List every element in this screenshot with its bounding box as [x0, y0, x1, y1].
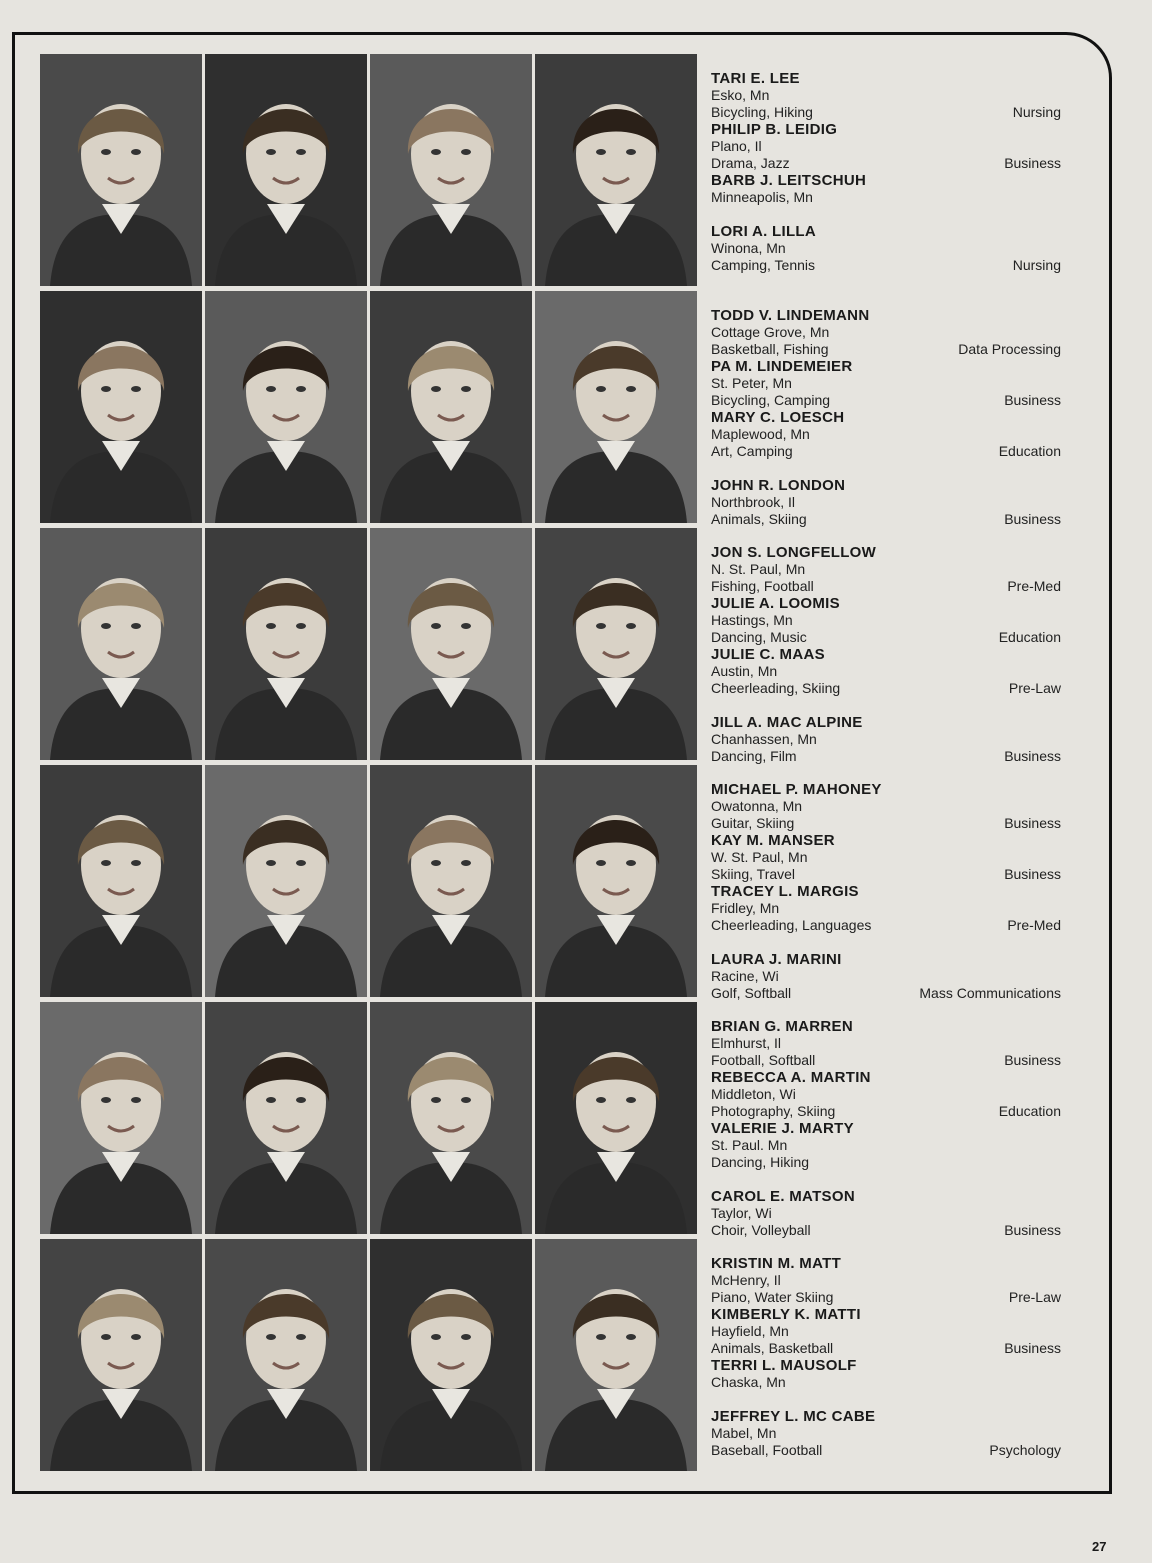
student-major: Mass Communications — [919, 985, 1061, 1001]
student-name: REBECCA A. MARTIN — [711, 1069, 871, 1086]
student-major: Pre-Med — [1007, 917, 1061, 933]
student-hometown: Hayfield, Mn — [711, 1323, 789, 1339]
student-major: Data Processing — [958, 341, 1061, 357]
student-group — [711, 54, 1061, 291]
student-hometown: Racine, Wi — [711, 968, 779, 984]
student-hometown: Maplewood, Mn — [711, 426, 810, 442]
student-entry — [711, 951, 1061, 1002]
student-entry — [711, 172, 1061, 206]
student-interests: Camping, Tennis — [711, 257, 816, 273]
student-portrait — [205, 1002, 367, 1234]
student-major: Business — [1004, 748, 1061, 764]
student-name: KRISTIN M. MATT — [711, 1255, 842, 1272]
student-name: MICHAEL P. MAHONEY — [711, 781, 882, 798]
student-hometown: W. St. Paul, Mn — [711, 849, 808, 865]
student-listings — [711, 54, 1061, 1476]
student-interests: Skiing, Travel — [711, 866, 796, 882]
student-portrait — [40, 528, 202, 760]
student-name: BRIAN G. MARREN — [711, 1018, 853, 1035]
student-hometown: St. Paul. Mn — [711, 1137, 788, 1153]
student-major: Education — [998, 1103, 1061, 1119]
student-major: Business — [1004, 815, 1061, 831]
student-portrait — [370, 291, 532, 523]
student-entry — [711, 307, 1061, 358]
student-group — [711, 1239, 1061, 1476]
student-hometown: Middleton, Wi — [711, 1086, 796, 1102]
student-portrait — [205, 291, 367, 523]
student-hometown: Austin, Mn — [711, 663, 778, 679]
student-interests: Piano, Water Skiing — [711, 1289, 834, 1305]
student-portrait — [370, 54, 532, 286]
student-interests: Cheerleading, Skiing — [711, 680, 841, 696]
student-interests: Dancing, Music — [711, 629, 807, 645]
student-name: JOHN R. LONDON — [711, 477, 846, 494]
student-entry — [711, 477, 1061, 528]
student-portrait — [370, 1002, 532, 1234]
student-interests: Dancing, Hiking — [711, 1154, 810, 1170]
student-entry — [711, 1188, 1061, 1239]
student-entry — [711, 1408, 1061, 1459]
student-name: CAROL E. MATSON — [711, 1188, 855, 1205]
student-portrait — [40, 1002, 202, 1234]
student-entry — [711, 1255, 1061, 1306]
student-entry — [711, 646, 1061, 697]
student-hometown: Fridley, Mn — [711, 900, 780, 916]
student-major: Business — [1004, 1340, 1061, 1356]
student-portrait — [535, 54, 697, 286]
student-group — [711, 291, 1061, 528]
student-name: TARI E. LEE — [711, 70, 800, 87]
student-interests: Art, Camping — [711, 443, 793, 459]
student-entry — [711, 409, 1061, 460]
student-interests: Basketball, Fishing — [711, 341, 829, 357]
student-portrait — [40, 1239, 202, 1471]
student-entry — [711, 70, 1061, 121]
portrait-grid — [40, 54, 698, 1471]
student-interests: Baseball, Football — [711, 1442, 823, 1458]
student-hometown: Esko, Mn — [711, 87, 770, 103]
student-name: MARY C. LOESCH — [711, 409, 845, 426]
student-name: TRACEY L. MARGIS — [711, 883, 859, 900]
student-major: Business — [1004, 511, 1061, 527]
student-entry — [711, 832, 1061, 883]
student-hometown: Taylor, Wi — [711, 1205, 772, 1221]
student-entry — [711, 1357, 1061, 1391]
student-major: Business — [1004, 392, 1061, 408]
student-portrait — [40, 765, 202, 997]
student-major: Business — [1004, 155, 1061, 171]
student-portrait — [535, 291, 697, 523]
student-portrait — [370, 1239, 532, 1471]
student-hometown: Owatonna, Mn — [711, 798, 803, 814]
student-entry — [711, 358, 1061, 409]
student-portrait — [535, 1002, 697, 1234]
student-interests: Bicycling, Hiking — [711, 104, 813, 120]
student-hometown: Elmhurst, Il — [711, 1035, 782, 1051]
student-major: Nursing — [1012, 104, 1061, 120]
student-portrait — [535, 528, 697, 760]
student-entry — [711, 883, 1061, 934]
student-portrait — [370, 765, 532, 997]
student-entry — [711, 714, 1061, 765]
student-name: LAURA J. MARINI — [711, 951, 842, 968]
page-number: 27 — [1092, 1539, 1107, 1554]
student-hometown: McHenry, Il — [711, 1272, 781, 1288]
student-interests: Drama, Jazz — [711, 155, 790, 171]
student-hometown: Plano, Il — [711, 138, 762, 154]
student-entry — [711, 1120, 1061, 1171]
student-portrait — [370, 528, 532, 760]
student-portrait — [40, 54, 202, 286]
student-interests: Photography, Skiing — [711, 1103, 836, 1119]
student-major: Business — [1004, 866, 1061, 882]
student-name: PHILIP B. LEIDIG — [711, 121, 838, 138]
student-major: Education — [998, 629, 1061, 645]
student-name: VALERIE J. MARTY — [711, 1120, 854, 1137]
student-group — [711, 528, 1061, 765]
student-group — [711, 765, 1061, 1002]
student-entry — [711, 1069, 1061, 1120]
student-name: TERRI L. MAUSOLF — [711, 1357, 857, 1374]
student-name: JON S. LONGFELLOW — [711, 544, 877, 561]
student-hometown: St. Peter, Mn — [711, 375, 792, 391]
student-interests: Animals, Skiing — [711, 511, 807, 527]
student-entry — [711, 781, 1061, 832]
student-entry — [711, 1306, 1061, 1357]
student-portrait — [205, 528, 367, 760]
student-hometown: Winona, Mn — [711, 240, 786, 256]
student-name: JILL A. MAC ALPINE — [711, 714, 863, 731]
student-major: Pre-Med — [1007, 578, 1061, 594]
student-portrait — [205, 54, 367, 286]
student-portrait — [205, 1239, 367, 1471]
student-group — [711, 1002, 1061, 1239]
student-hometown: Chanhassen, Mn — [711, 731, 817, 747]
student-name: JULIE A. LOOMIS — [711, 595, 840, 612]
student-name: PA M. LINDEMEIER — [711, 358, 853, 375]
student-major: Business — [1004, 1052, 1061, 1068]
student-interests: Dancing, Film — [711, 748, 797, 764]
student-name: LORI A. LILLA — [711, 223, 816, 240]
student-name: JULIE C. MAAS — [711, 646, 825, 663]
student-major: Nursing — [1012, 257, 1061, 273]
student-name: TODD V. LINDEMANN — [711, 307, 870, 324]
student-portrait — [535, 765, 697, 997]
student-entry — [711, 121, 1061, 172]
student-portrait — [40, 291, 202, 523]
student-name: KIMBERLY K. MATTI — [711, 1306, 861, 1323]
student-hometown: Hastings, Mn — [711, 612, 793, 628]
student-entry — [711, 223, 1061, 274]
student-interests: Football, Softball — [711, 1052, 816, 1068]
student-hometown: Minneapolis, Mn — [711, 189, 813, 205]
student-portrait — [535, 1239, 697, 1471]
student-name: JEFFREY L. MC CABE — [711, 1408, 876, 1425]
student-interests: Choir, Volleyball — [711, 1222, 811, 1238]
student-interests: Golf, Softball — [711, 985, 792, 1001]
student-major: Education — [998, 443, 1061, 459]
student-name: BARB J. LEITSCHUH — [711, 172, 867, 189]
student-hometown: Northbrook, Il — [711, 494, 796, 510]
student-hometown: N. St. Paul, Mn — [711, 561, 806, 577]
student-hometown: Chaska, Mn — [711, 1374, 786, 1390]
student-hometown: Mabel, Mn — [711, 1425, 777, 1441]
student-interests: Fishing, Football — [711, 578, 814, 594]
student-major: Business — [1004, 1222, 1061, 1238]
student-entry — [711, 595, 1061, 646]
student-interests: Bicycling, Camping — [711, 392, 831, 408]
student-hometown: Cottage Grove, Mn — [711, 324, 830, 340]
student-interests: Cheerleading, Languages — [711, 917, 872, 933]
student-entry — [711, 1018, 1061, 1069]
student-entry — [711, 544, 1061, 595]
student-name: KAY M. MANSER — [711, 832, 835, 849]
student-major: Psychology — [989, 1442, 1061, 1458]
student-interests: Animals, Basketball — [711, 1340, 834, 1356]
student-major: Pre-Law — [1008, 1289, 1061, 1305]
student-major: Pre-Law — [1008, 680, 1061, 696]
student-portrait — [205, 765, 367, 997]
student-interests: Guitar, Skiing — [711, 815, 795, 831]
